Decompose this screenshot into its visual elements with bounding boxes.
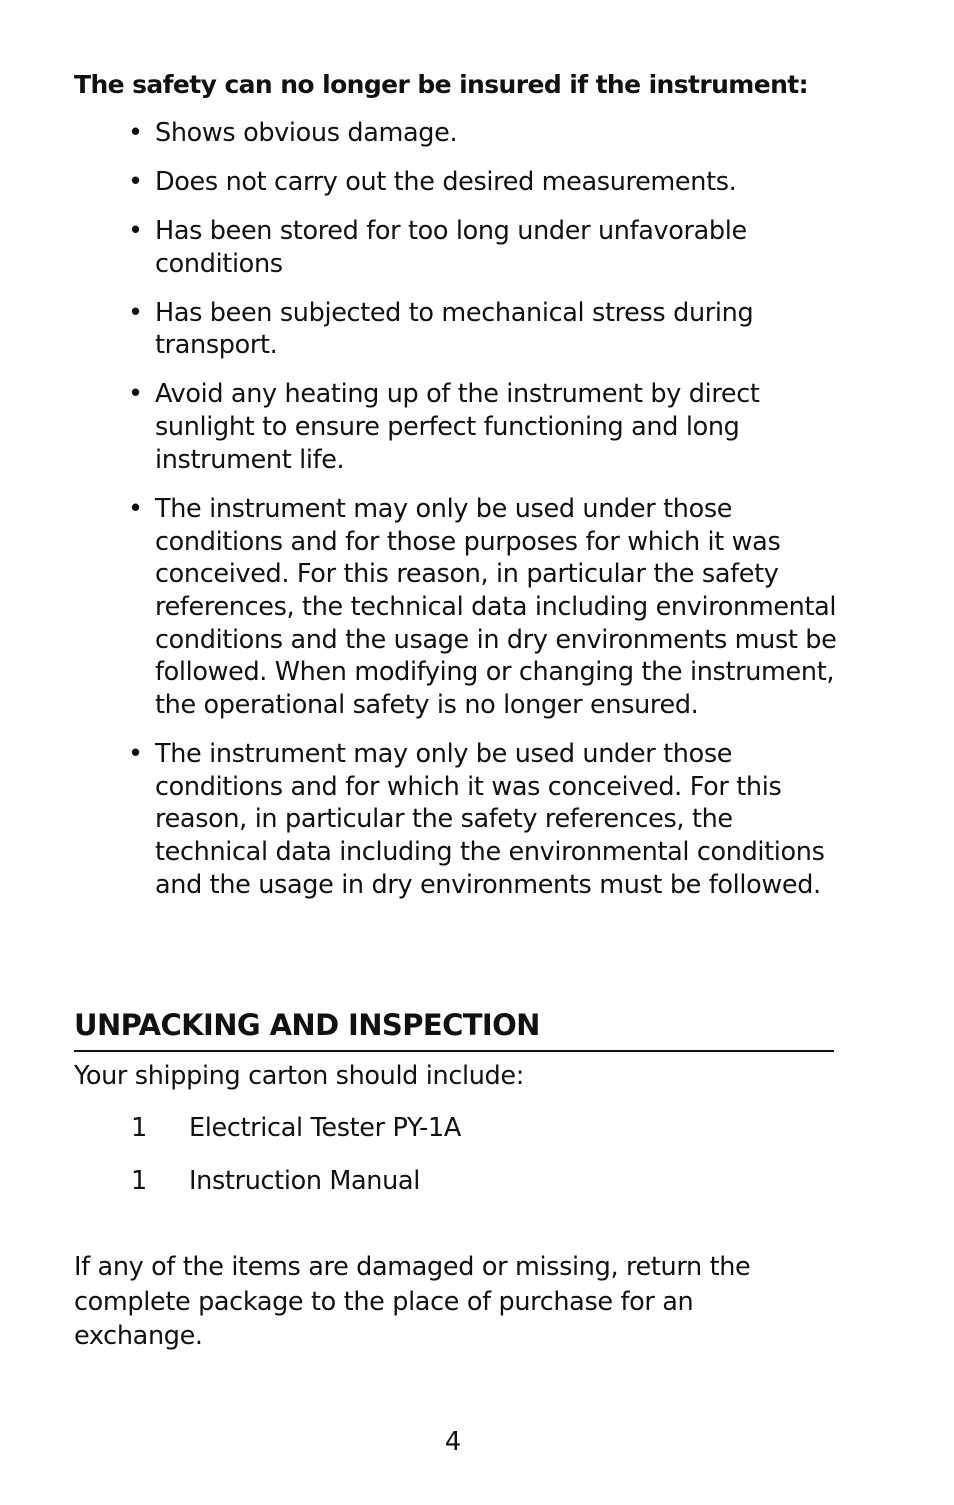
item-name: Instruction Manual [189,1165,420,1196]
safety-heading: The safety can no longer be insured if the instrument: [74,70,809,99]
bullet-icon: • [128,739,143,770]
list-item [128,117,838,150]
list-item [128,738,838,902]
bullet-icon: • [128,493,143,524]
list-item-text: Has been stored for too long under unfavorable conditions [155,216,747,279]
bullet-icon: • [128,297,143,328]
section-title: UNPACKING AND INSPECTION [74,1006,834,1052]
list-item-text: The instrument may only be used under those conditions and for those purposes for which it was conceived. For this reason, in particular the safety references, the technical data including environmental conditions and the usage in dry environments must be followed. When modifying or changing the instrument, the operational safety is no longer ensured. [155,493,837,721]
shipping-intro: Your shipping carton should include: [74,1061,524,1091]
list-item [128,166,838,199]
bullet-icon: • [128,167,143,197]
bullet-icon: • [128,118,143,148]
item-quantity: 1 [131,1165,147,1196]
list-item-text: The instrument may only be used under those conditions and for which it was conceived. For this reason, in particular the safety references, the technical data including the environmental conditions and the usage in dry environments must be followed. [155,739,825,900]
return-instructions: If any of the items are damaged or missing, return the complete package to the place of purchase for an exchange. [74,1252,751,1351]
list-item [128,297,838,362]
item-name: Electrical Tester PY-1A [189,1113,461,1143]
list-item-text: Avoid any heating up of the instrument by direct sunlight to ensure perfect functioning and long instrument life. [155,379,760,475]
list-item-text: Does not carry out the desired measurements. [155,167,737,197]
page-number: 4 [444,1427,462,1457]
list-item [128,493,838,722]
bullet-icon: • [128,216,143,246]
list-item [128,378,838,476]
item-quantity: 1 [131,1113,147,1143]
list-item-text: Has been subjected to mechanical stress during transport. [155,297,754,361]
bullet-icon: • [128,379,143,410]
list-item-text: Shows obvious damage. [155,118,458,148]
safety-conditions-list [128,117,838,918]
list-item [128,215,838,280]
list-item [131,1164,461,1198]
list-item [131,1111,461,1145]
package-contents-list [131,1111,461,1216]
